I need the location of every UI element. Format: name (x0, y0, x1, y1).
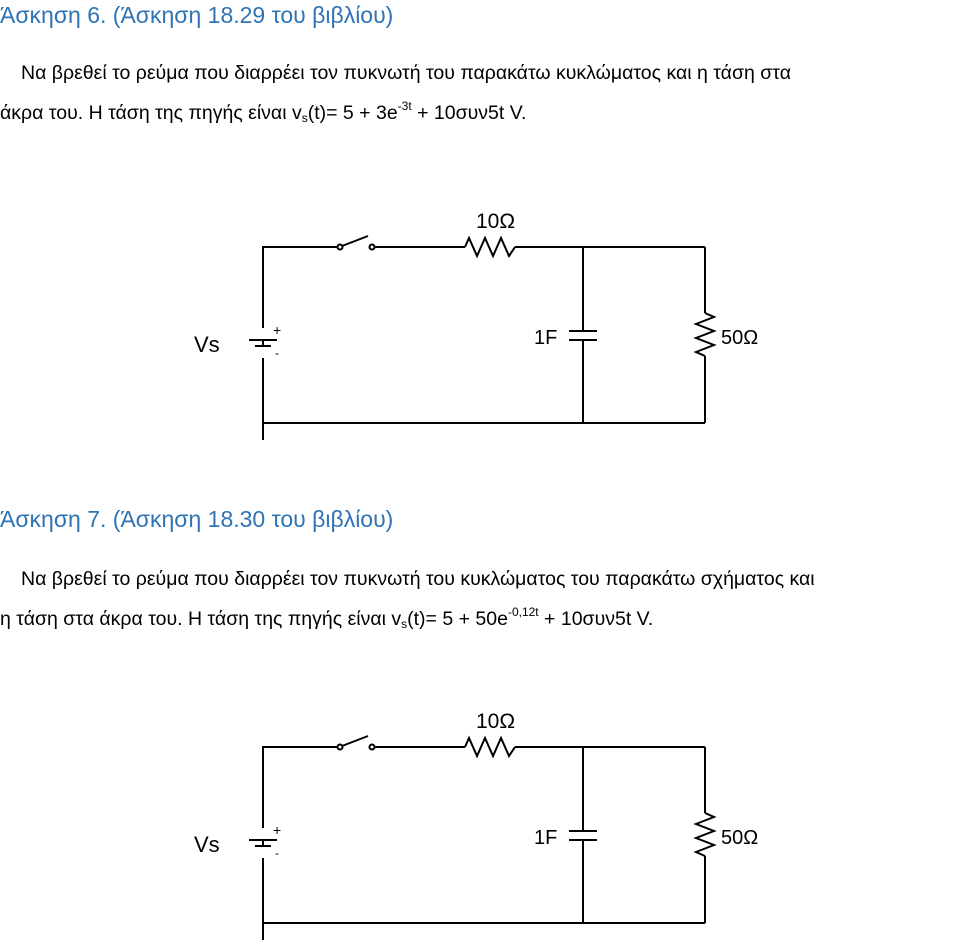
label-source-plus: + (273, 322, 282, 338)
exercise-6-subscript: s (301, 111, 308, 125)
exercise-7-line-2-pre: η τάση στα άκρα του. Η τάση της πηγής είναι v (0, 608, 402, 630)
wire-bottom (263, 923, 705, 940)
label-series-resistor: 10Ω (476, 210, 516, 233)
circuit-diagram-7 (0, 700, 960, 940)
series-resistor (465, 738, 515, 756)
switch-blade (342, 236, 368, 246)
exercise-6-line-1: Να βρεθεί το ρεύμα που διαρρέει τον πυκνωτή του παρακάτω κυκλώματος και η τάση στα (21, 62, 791, 84)
shunt-resistor (696, 313, 714, 356)
exercise-6-exponent: -3t (397, 99, 412, 113)
shunt-resistor (696, 813, 714, 856)
exercise-6-line-2-pre: άκρα του. Η τάση της πηγής είναι v (0, 102, 302, 124)
switch-contact-right (370, 245, 375, 250)
switch-blade (342, 736, 368, 746)
switch-contact-right (370, 745, 375, 750)
label-source-plus: + (273, 822, 282, 838)
label-series-resistor: 10Ω (476, 710, 516, 733)
label-capacitor: 1F (534, 827, 558, 849)
label-source: Vs (194, 332, 220, 357)
wire-bottom (263, 423, 705, 440)
series-resistor (465, 238, 515, 256)
exercise-7-subscript: s (401, 617, 408, 631)
label-capacitor: 1F (534, 327, 558, 349)
exercise-6-formula-end: + 10συν5t V. (411, 102, 527, 124)
exercise-6-title: Άσκηση 6. (Άσκηση 18.29 του βιβλίου) (0, 2, 394, 28)
circuit-diagram-6 (0, 200, 960, 440)
label-source: Vs (194, 832, 220, 857)
label-shunt-resistor: 50Ω (721, 827, 759, 849)
label-shunt-resistor: 50Ω (721, 327, 759, 349)
exercise-7-line-2 (0, 596, 960, 641)
exercise-7-exponent: -0,12t (507, 605, 539, 619)
label-source-minus: - (275, 346, 279, 360)
wire-left-top (263, 247, 340, 440)
exercise-7-text (0, 563, 960, 641)
exercise-6-text (0, 57, 960, 135)
exercise-7-title: Άσκηση 7. (Άσκηση 18.30 του βιβλίου) (0, 506, 394, 532)
wire-left-top (263, 747, 340, 940)
exercise-7-formula: (t)= 5 + 50e (407, 608, 508, 630)
exercise-6-formula: (t)= 5 + 3e (307, 102, 398, 124)
exercise-6-line-2 (0, 90, 960, 135)
label-source-minus: - (275, 846, 279, 860)
exercise-7-formula-end: + 10συν5t V. (538, 608, 654, 630)
exercise-7-line-1: Να βρεθεί το ρεύμα που διαρρέει τον πυκνωτή του κυκλώματος του παρακάτω σχήματος και (21, 568, 815, 590)
